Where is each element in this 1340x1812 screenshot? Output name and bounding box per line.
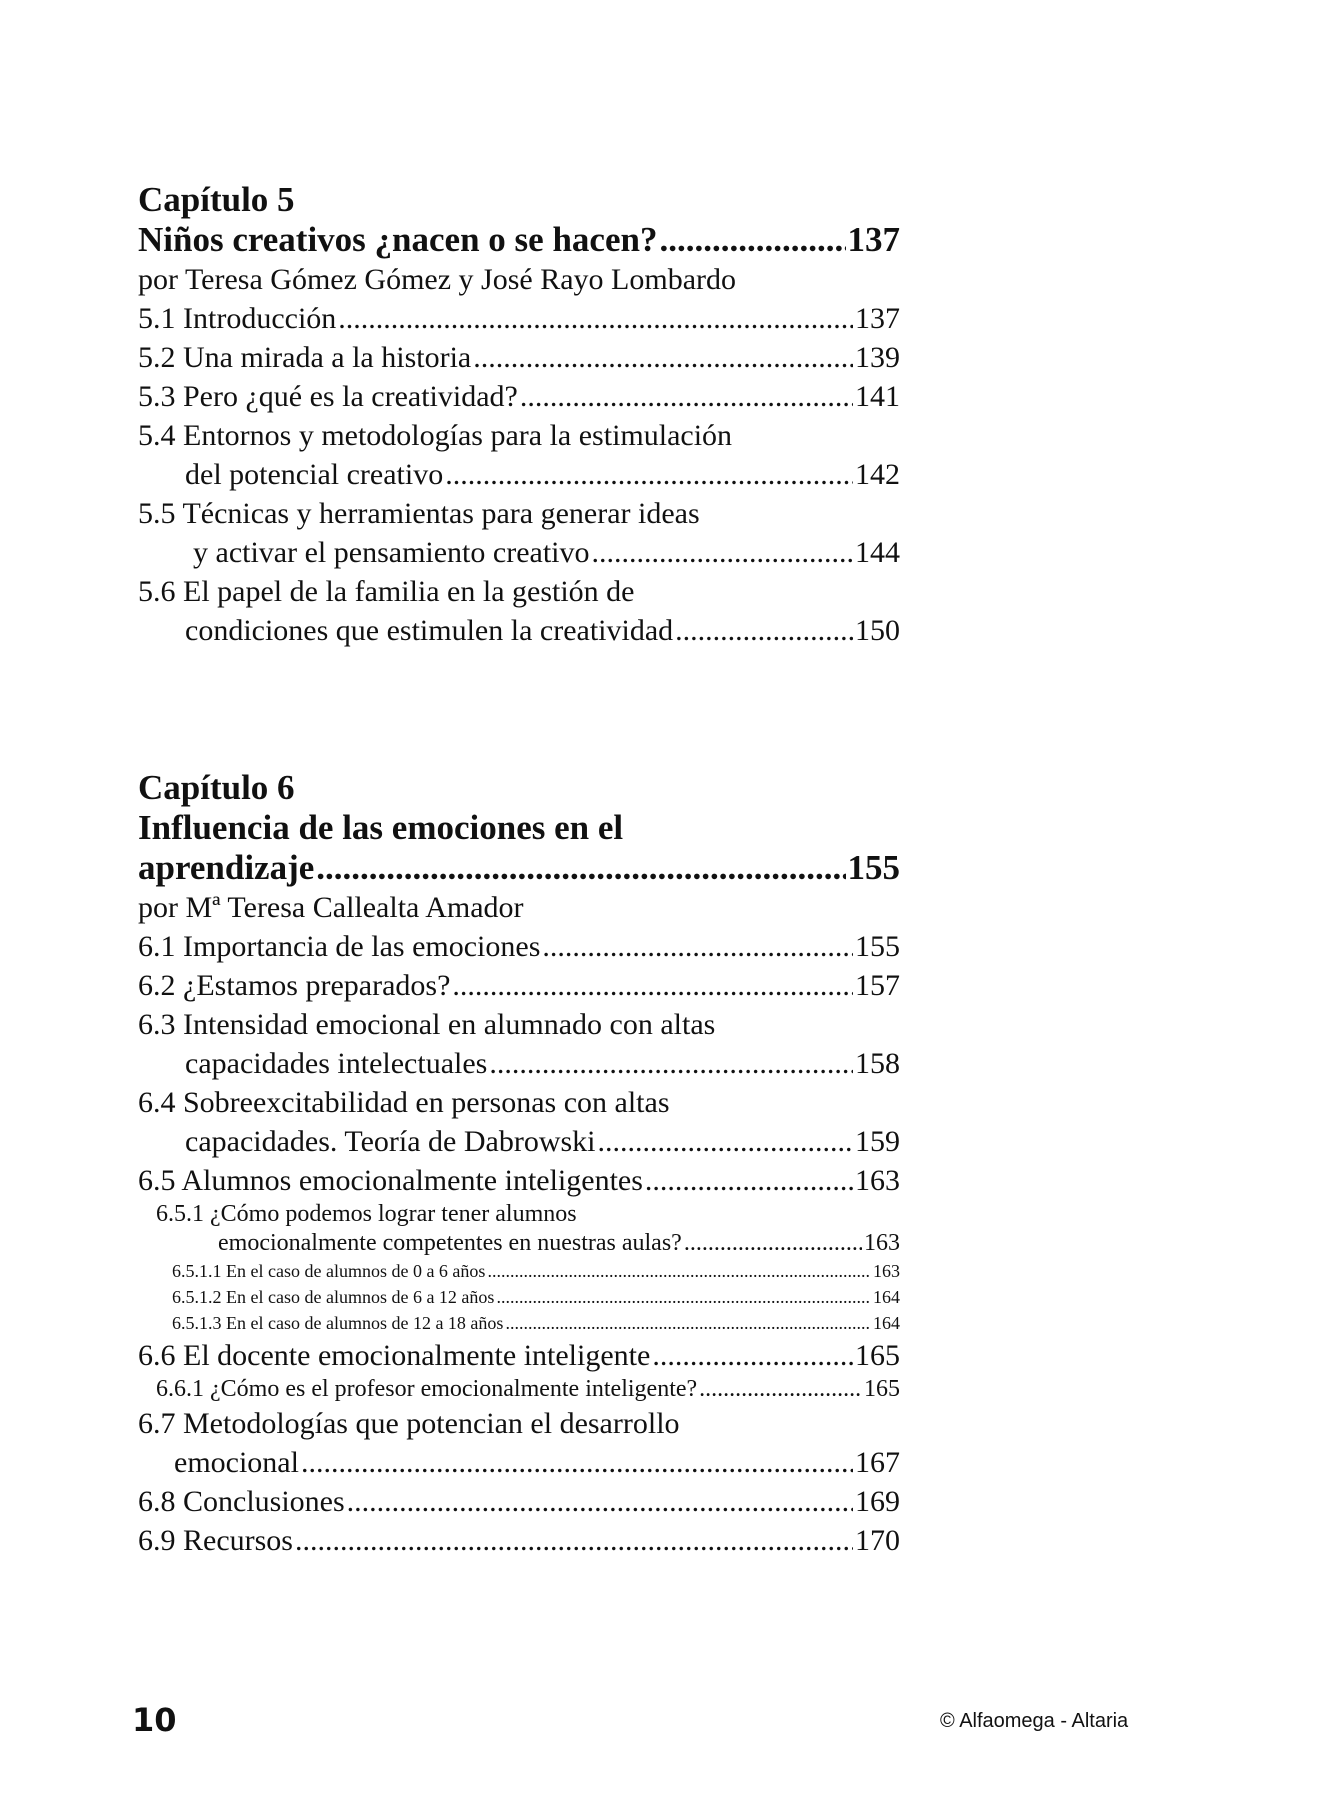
page-number: 157 xyxy=(855,969,900,1002)
page-number: 167 xyxy=(855,1446,900,1479)
page-number: 164 xyxy=(873,1287,900,1307)
toc-entry-text: 6.5 Alumnos emocionalmente inteligentes xyxy=(138,1164,643,1197)
page-number: 165 xyxy=(864,1376,900,1402)
dot-leader xyxy=(452,966,853,1005)
dot-leader xyxy=(338,299,853,338)
toc-entry[interactable] xyxy=(138,1482,900,1521)
chapter-title: aprendizaje xyxy=(138,848,315,887)
toc-entry[interactable] xyxy=(138,455,900,494)
page-number: 142 xyxy=(855,458,900,491)
toc-subentry[interactable] xyxy=(138,1229,900,1258)
dot-leader xyxy=(652,1336,853,1375)
page-number: 164 xyxy=(873,1313,900,1333)
chapter-title: Niños creativos ¿nacen o se hacen? xyxy=(138,220,658,259)
dot-leader xyxy=(520,377,853,416)
toc-entry[interactable] xyxy=(138,299,900,338)
toc-entry[interactable] xyxy=(138,533,900,572)
toc-entry[interactable] xyxy=(138,1443,900,1482)
page-number: 155 xyxy=(855,930,900,963)
page-number: 139 xyxy=(855,341,900,374)
dot-leader xyxy=(487,1258,871,1284)
page-number: 150 xyxy=(855,614,900,647)
dot-leader xyxy=(542,927,853,966)
chapter-author: por Teresa Gómez Gómez y José Rayo Lombardo xyxy=(138,263,737,296)
toc-entry-text-line1: 6.4 Sobreexcitabilidad en personas con altas xyxy=(138,1086,670,1119)
page-number: 144 xyxy=(855,536,900,569)
toc-subentry[interactable] xyxy=(138,1375,900,1404)
dot-leader xyxy=(473,338,853,377)
dot-leader xyxy=(505,1310,871,1336)
dot-leader xyxy=(598,1122,853,1161)
toc-entry[interactable] xyxy=(138,1044,900,1083)
page-number: 163 xyxy=(864,1230,900,1256)
toc-entry-text: 6.9 Recursos xyxy=(138,1524,293,1557)
chapter-title-entry[interactable] xyxy=(138,220,900,260)
toc-entry-text: 5.2 Una mirada a la historia xyxy=(138,341,472,374)
toc-entry-text: 6.6.1 ¿Cómo es el profesor emocionalmente inteligente? xyxy=(156,1376,698,1402)
toc-entry-text-line1: 5.4 Entornos y metodologías para la estimulación xyxy=(138,419,733,452)
page-number: 170 xyxy=(855,1524,900,1557)
dot-leader xyxy=(645,1161,853,1200)
toc-entry[interactable] xyxy=(138,966,900,1005)
dot-leader xyxy=(347,1482,853,1521)
page-number: 155 xyxy=(847,848,900,887)
toc-entry-text: condiciones que estimulen la creatividad xyxy=(185,614,674,647)
toc-entry-text: y activar el pensamiento creativo xyxy=(193,536,590,569)
page-number: 165 xyxy=(855,1339,900,1372)
page-number-footer: 10 xyxy=(132,1701,177,1739)
toc-entry[interactable] xyxy=(138,377,900,416)
dot-leader xyxy=(675,611,853,650)
dot-leader xyxy=(684,1229,862,1258)
dot-leader xyxy=(489,1044,853,1083)
page-number: 163 xyxy=(855,1164,900,1197)
toc-entry-text: capacidades intelectuales xyxy=(185,1047,488,1080)
dot-leader xyxy=(592,533,854,572)
toc-entry-text: 6.6 El docente emocionalmente inteligente xyxy=(138,1339,651,1372)
toc-entry-text: 6.1 Importancia de las emociones xyxy=(138,930,541,963)
dot-leader xyxy=(699,1375,862,1404)
page-number: 159 xyxy=(855,1125,900,1158)
toc-entry-text: del potencial creativo xyxy=(185,458,444,491)
page-number: 137 xyxy=(847,220,900,259)
toc-entry-text: emocional xyxy=(174,1446,299,1479)
toc-subsubentry[interactable] xyxy=(138,1310,900,1336)
toc-entry-text: 6.2 ¿Estamos preparados? xyxy=(138,969,451,1002)
page-number: 163 xyxy=(873,1261,900,1281)
chapter-label: Capítulo 5 xyxy=(138,180,295,219)
page-number: 158 xyxy=(855,1047,900,1080)
dot-leader xyxy=(496,1284,871,1310)
toc-entry[interactable] xyxy=(138,611,900,650)
chapter-6-section xyxy=(138,768,900,1560)
toc-entry-text-line1: 5.6 El papel de la familia en la gestión de xyxy=(138,575,635,608)
toc-entry[interactable] xyxy=(138,1521,900,1560)
toc-entry[interactable] xyxy=(138,1336,900,1375)
chapter-label: Capítulo 6 xyxy=(138,768,295,807)
dot-leader xyxy=(316,848,845,888)
toc-entry-text: 6.8 Conclusiones xyxy=(138,1485,345,1518)
page-number: 169 xyxy=(855,1485,900,1518)
toc-entry-text: 6.5.1.3 En el caso de alumnos de 12 a 18 años xyxy=(172,1313,504,1333)
chapter-author: por Mª Teresa Callealta Amador xyxy=(138,891,524,924)
copyright-notice: © Alfaomega - Altaria xyxy=(940,1710,1129,1732)
toc-entry[interactable] xyxy=(138,927,900,966)
toc-entry-text-line1: 6.7 Metodologías que potencian el desarrollo xyxy=(138,1407,680,1440)
toc-entry[interactable] xyxy=(138,1122,900,1161)
toc-entry-text-line1: 6.3 Intensidad emocional en alumnado con altas xyxy=(138,1008,716,1041)
toc-subentry-text-line1: 6.5.1 ¿Cómo podemos lograr tener alumnos xyxy=(156,1201,577,1227)
toc-subsubentry[interactable] xyxy=(138,1284,900,1310)
dot-leader xyxy=(659,220,845,260)
toc-entry-text: 6.5.1.1 En el caso de alumnos de 0 a 6 años xyxy=(172,1261,486,1281)
dot-leader xyxy=(301,1443,853,1482)
toc-entry-text: 6.5.1.2 En el caso de alumnos de 6 a 12 años xyxy=(172,1287,495,1307)
toc-entry[interactable] xyxy=(138,338,900,377)
toc-entry-text: capacidades. Teoría de Dabrowski xyxy=(185,1125,596,1158)
dot-leader xyxy=(295,1521,853,1560)
page-number: 137 xyxy=(855,302,900,335)
toc-entry-text-line1: 5.5 Técnicas y herramientas para generar ideas xyxy=(138,497,700,530)
chapter-5-section xyxy=(138,180,900,650)
page-number: 141 xyxy=(855,380,900,413)
toc-entry-text: emocionalmente competentes en nuestras aulas? xyxy=(218,1230,682,1256)
toc-subsubentry[interactable] xyxy=(138,1258,900,1284)
chapter-title-line1: Influencia de las emociones en el xyxy=(138,808,624,847)
chapter-title-entry[interactable] xyxy=(138,848,900,888)
dot-leader xyxy=(445,455,853,494)
toc-entry[interactable] xyxy=(138,1161,900,1200)
toc-entry-text: 5.3 Pero ¿qué es la creatividad? xyxy=(138,380,518,413)
toc-entry-text: 5.1 Introducción xyxy=(138,302,337,335)
